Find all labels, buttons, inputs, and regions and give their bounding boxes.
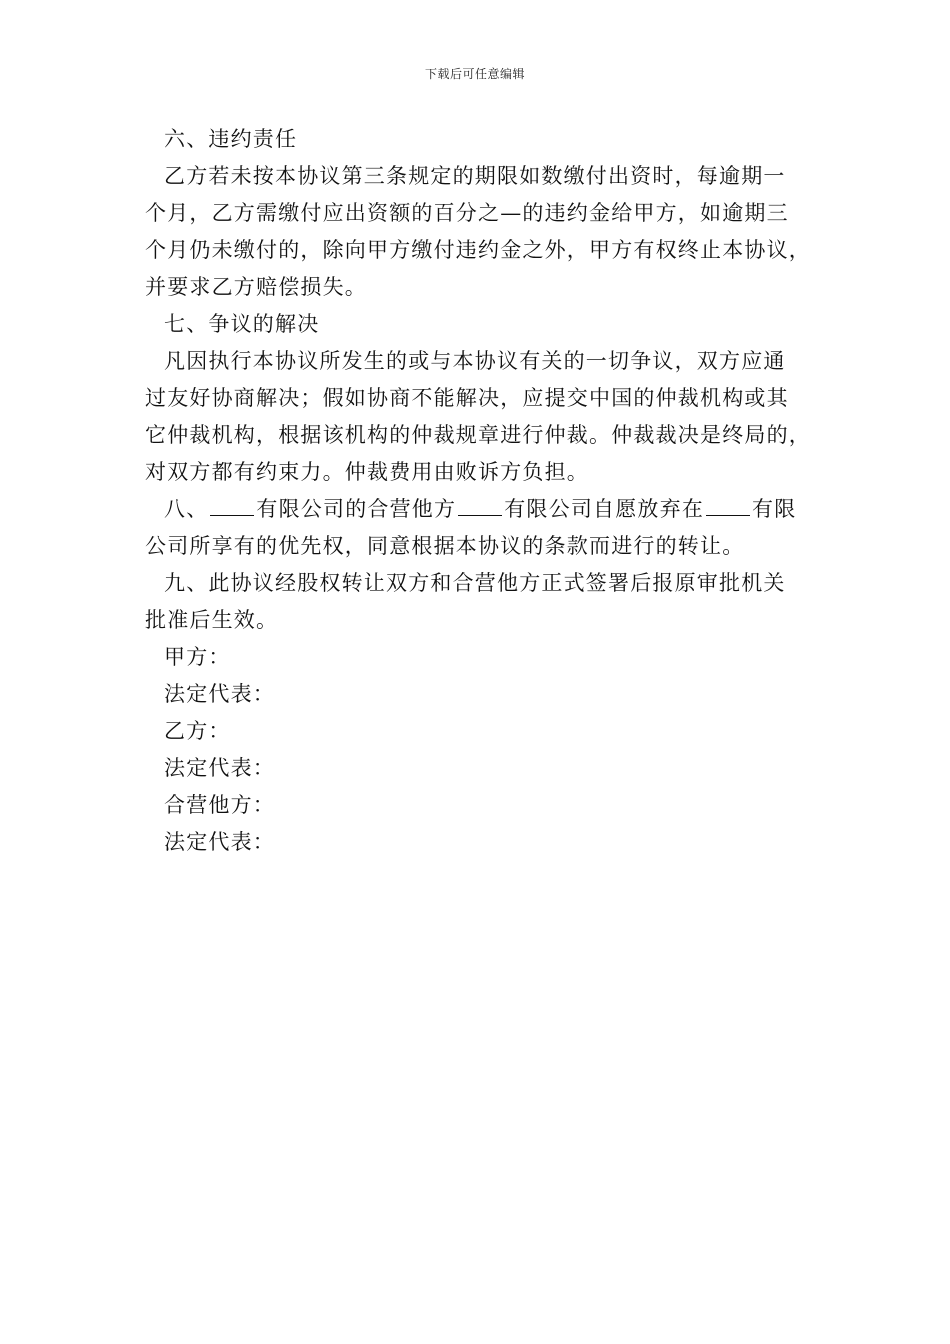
document-body (145, 121, 835, 861)
section-7-line: 它仲裁机构，根据该机构的仲裁规章进行仲裁。仲裁裁决是终局的， (145, 423, 811, 447)
section-8-part: 有限公司的合营他方 (256, 497, 457, 521)
section-9-line: 九、此协议经股权转让双方和合营他方正式签署后报原审批机关 (164, 571, 786, 595)
section-6-line: 乙方若未按本协议第三条规定的期限如数缴付出资时，每逾期一 (164, 164, 786, 188)
section-8-part: 有限公司自愿放弃在 (504, 497, 705, 521)
section-8-line (145, 491, 835, 528)
signature-party-a: 甲方： (164, 645, 231, 669)
section-9-line: 批准后生效。 (145, 608, 279, 632)
section-6-title: 六、违约责任 (164, 127, 298, 151)
section-7-line: 凡因执行本协议所发生的或与本协议有关的一切争议，双方应通 (164, 349, 786, 373)
blank-field (458, 493, 502, 516)
section-6-line: 个月仍未缴付的，除向甲方缴付违约金之外，甲方有权终止本协议， (145, 238, 811, 262)
signature-rep-partner: 法定代表： (164, 830, 275, 854)
section-8-prefix: 八、 (164, 497, 209, 521)
section-6-line: 个月，乙方需缴付应出资额的百分之—的违约金给甲方，如逾期三 (145, 201, 789, 225)
section-7-line: 对双方都有约束力。仲裁费用由败诉方负担。 (145, 460, 589, 484)
page-header: 下载后可任意编辑 (424, 67, 525, 81)
section-6-line: 并要求乙方赔偿损失。 (145, 275, 367, 299)
signature-rep-b: 法定代表： (164, 756, 275, 780)
section-7-title: 七、争议的解决 (164, 312, 320, 336)
signature-party-b: 乙方： (164, 719, 231, 743)
signature-partner: 合营他方： (164, 793, 275, 817)
section-7-line: 过友好协商解决；假如协商不能解决，应提交中国的仲裁机构或其 (145, 386, 789, 410)
section-8-part: 有限 (752, 497, 797, 521)
blank-field (210, 493, 254, 516)
blank-field (706, 493, 750, 516)
section-8-line: 公司所享有的优先权，同意根据本协议的条款而进行的转让。 (145, 534, 745, 558)
signature-rep-a: 法定代表： (164, 682, 275, 706)
